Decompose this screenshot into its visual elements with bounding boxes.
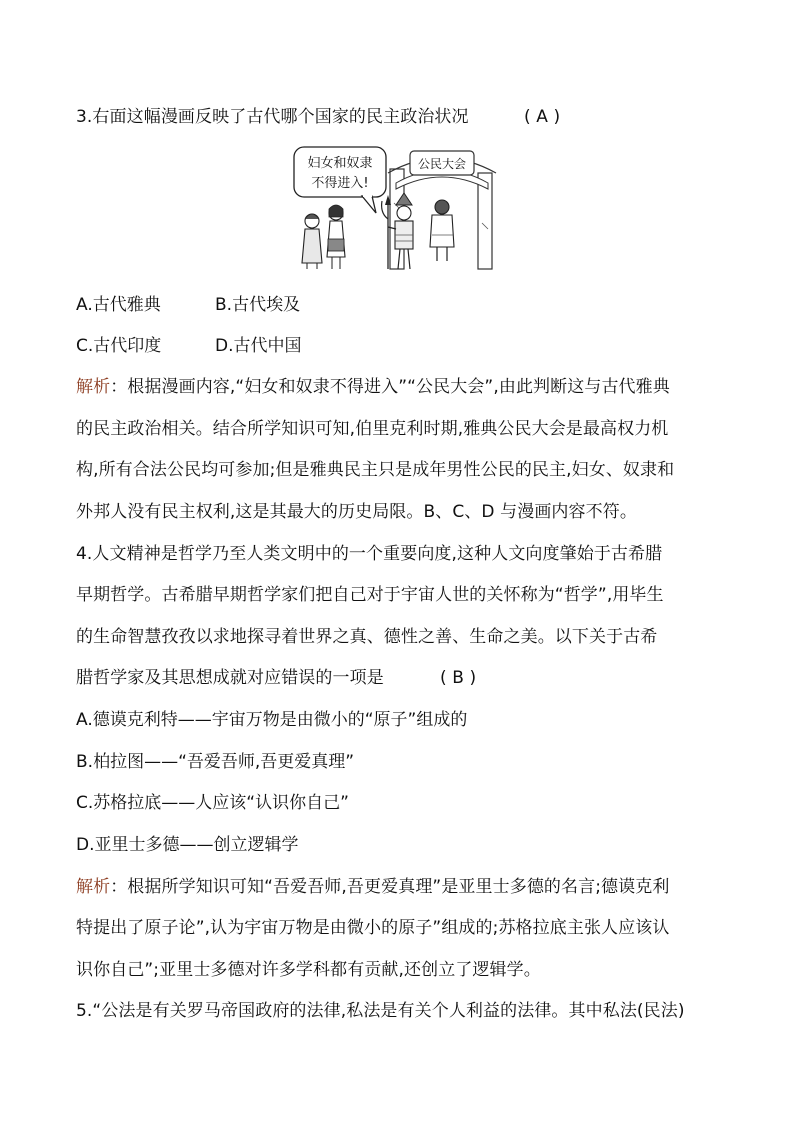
speech-text-line2: 不得进入! bbox=[311, 176, 369, 191]
citizen-figure bbox=[430, 200, 454, 261]
gate-sign-text: 公民大会 bbox=[417, 157, 467, 171]
q3-option-d: D.古代中国 bbox=[215, 336, 302, 356]
q4-option-a: A.德谟克利特——宇宙万物是由微小的“原子”组成的 bbox=[76, 710, 468, 730]
woman-figure bbox=[302, 214, 322, 269]
q3-analysis-line1: 解析：根据漫画内容,“妇女和奴隶不得进入”“公民大会”,由此判断这与古代雅典 bbox=[76, 377, 670, 397]
analysis-label: 解析 bbox=[76, 377, 111, 397]
q3-option-b: B.古代埃及 bbox=[215, 295, 301, 315]
q4-option-c: C.苏格拉底——人应该“认识你自己” bbox=[76, 793, 349, 813]
question-4-answer: ( B ) bbox=[440, 668, 477, 688]
speech-text-line1: 妇女和奴隶 bbox=[307, 156, 373, 171]
question-4-stem-line2: 早期哲学。古希腊早期哲学家们把自己对于宇宙人世的关怀称为“哲学”,用毕生 bbox=[76, 585, 664, 605]
q4-analysis-line3: 识你自己”;亚里士多德对许多学科都有贡献,还创立了逻辑学。 bbox=[76, 960, 541, 980]
q4-option-d: D.亚里士多德——创立逻辑学 bbox=[76, 835, 299, 855]
cartoon-illustration bbox=[292, 143, 504, 273]
q4-analysis-line2: 特提出了原子论”,认为宇宙万物是由微小的原子”组成的;苏格拉底主张人应该认 bbox=[76, 918, 670, 938]
q3-analysis-line2: 的民主政治相关。结合所学知识可知,伯里克利时期,雅典公民大会是最高权力机 bbox=[76, 419, 669, 439]
q3-analysis-line3: 构,所有合法公民均可参加;但是雅典民主只是成年男性公民的民主,妇女、奴隶和 bbox=[76, 460, 675, 480]
speech-bubble-tail bbox=[362, 196, 376, 213]
question-5-stem-line1: 5.“公法是有关罗马帝国政府的法律,私法是有关个人利益的法律。其中私法(民法) bbox=[76, 1001, 685, 1021]
question-3-answer: ( A ) bbox=[524, 107, 561, 127]
question-3-stem: 3.右面这幅漫画反映了古代哪个国家的民主政治状况 ( A ) bbox=[76, 107, 561, 127]
analysis-label: 解析 bbox=[76, 877, 111, 897]
q3-analysis-line4: 外邦人没有民主权利,这是其最大的历史局限。B、C、D 与漫画内容不符。 bbox=[76, 502, 637, 522]
q3-option-c: C.古代印度 bbox=[76, 336, 162, 356]
question-4-stem-line3: 的生命智慧孜孜以求地探寻着世界之真、德性之善、生命之美。以下关于古希 bbox=[76, 627, 658, 647]
question-4-stem-line4: 腊哲学家及其思想成就对应错误的一项是 ( B ) bbox=[76, 668, 477, 688]
question-4-stem-line1: 4.人文精神是哲学乃至人类文明中的一个重要向度,这种人文向度肇始于古希腊 bbox=[76, 544, 663, 564]
q4-analysis-line1: 解析：根据所学知识可知“吾爱吾师,吾更爱真理”是亚里士多德的名言;德谟克利 bbox=[76, 877, 670, 897]
q4-option-b: B.柏拉图——“吾爱吾师,吾更爱真理” bbox=[76, 752, 355, 772]
slave-figure bbox=[327, 205, 345, 269]
q3-option-a: A.古代雅典 bbox=[76, 295, 161, 315]
